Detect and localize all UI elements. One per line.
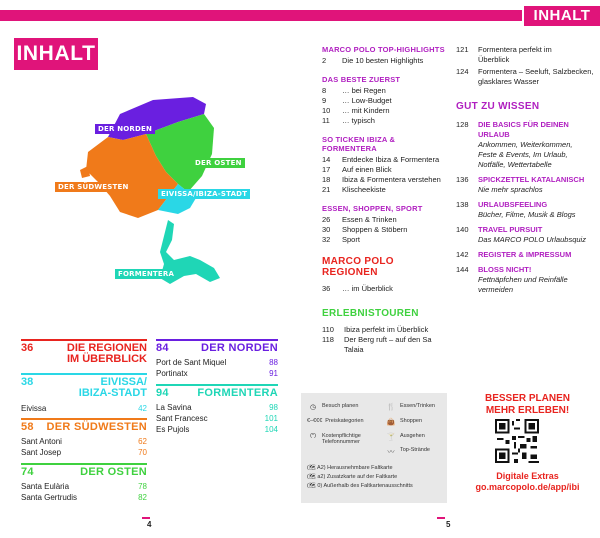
- toc-entry[interactable]: 18 Ibiza & Formentera verstehen: [322, 175, 441, 184]
- region-list-right: [156, 339, 278, 435]
- map-label-norden: DER NORDEN: [95, 124, 155, 134]
- qr-code[interactable]: [495, 419, 539, 463]
- region-suedwesten[interactable]: 58 DER SÜDWESTEN: [21, 421, 147, 433]
- toc-entry[interactable]: 128 DIE BASICS FÜR DEINEN URLAUB Ankommen, Weiterkommen, Feste & Events, Im Urlaub, Notfälle, Wettertabelle: [456, 120, 573, 169]
- list-item[interactable]: Sant Francesc 101: [156, 414, 278, 423]
- region-formentera[interactable]: 94 FORMENTERA: [156, 387, 278, 399]
- section-heading: GUT ZU WISSEN: [456, 101, 540, 112]
- toc-column-3: [456, 45, 596, 295]
- region-osten[interactable]: 74 DER OSTEN: [21, 466, 147, 478]
- section-heading: SO TICKEN IBIZA & FORMENTERA: [322, 135, 396, 153]
- toc-entry[interactable]: 142 REGISTER & IMPRESSUM: [456, 250, 572, 259]
- list-item[interactable]: Sant Antoni 62: [21, 437, 147, 446]
- list-item[interactable]: Santa Gertrudis 82: [21, 493, 147, 502]
- list-item[interactable]: La Savina 98: [156, 403, 278, 412]
- toc-entry[interactable]: 21 Klischeekiste: [322, 185, 386, 194]
- toc-column-2: [322, 45, 452, 355]
- toc-entry[interactable]: 110 Ibiza perfekt im Überblick: [322, 325, 429, 334]
- promo-footer: Digitale Extras go.marcopolo.de/app/ibi: [460, 471, 595, 493]
- toc-entry[interactable]: 9 … Low-Budget: [322, 96, 392, 105]
- toc-entry[interactable]: 11 … typisch: [322, 116, 375, 125]
- toc-entry[interactable]: 136 SPICKZETTEL KATALANISCH Nie mehr sprachlos: [456, 175, 585, 194]
- toc-entry[interactable]: 36 … im Überblick: [322, 284, 393, 293]
- toc-entry[interactable]: 118 Der Berg ruft – auf den Sa Talaia: [322, 335, 432, 354]
- toc-entry[interactable]: 138 URLAUBSFEELING Bücher, Filme, Musik & Blogs: [456, 200, 576, 219]
- toc-entry[interactable]: 121 Formentera perfekt im Überblick: [456, 45, 552, 64]
- map-label-formentera: FORMENTERA: [115, 269, 177, 279]
- region-eivissa[interactable]: 38 EIVISSA/ IBIZA-STADT: [21, 376, 147, 399]
- toc-entry[interactable]: 10 … mit Kindern: [322, 106, 390, 115]
- section-heading: ERLEBNISTOUREN: [322, 308, 419, 319]
- clock-icon: ◷: [309, 404, 317, 411]
- map-label-eivissa: EIVISSA/IBIZA-STADT: [158, 189, 250, 199]
- toc-entry[interactable]: 144 BLOSS NICHT! Fettnäpfchen und Reinfälle vermeiden: [456, 265, 568, 294]
- toc-entry[interactable]: 32 Sport: [322, 235, 360, 244]
- toc-entry[interactable]: 8 … bei Regen: [322, 86, 386, 95]
- header-title: INHALT: [524, 6, 600, 26]
- promo-url[interactable]: go.marcopolo.de/app/ibi: [475, 482, 580, 492]
- list-item[interactable]: Santa Eulària 78: [21, 482, 147, 491]
- legend-box: ◷ Besuch planen 🍴 Essen/Trinken €–€€€ Preiskategorien 👜 Shoppen (*) Kostenpflichtige Telefonnummer 🍸 Ausgehen 〰 Top-Strände (🗺 A2) Herausnehmbare Faltkarte (🗺 a2) Zusatzkarte auf der Faltkarte (🗺 0) Außerhalb des Faltkartenausschnitts: [301, 393, 447, 503]
- page-title: INHALT: [14, 38, 98, 70]
- list-item[interactable]: Es Pujols 104: [156, 425, 278, 434]
- shopping-bag-icon: 👜: [386, 419, 396, 426]
- list-item[interactable]: Portinatx 91: [156, 369, 278, 378]
- toc-entry[interactable]: 124 Formentera – Seeluft, Salzbecken, glasklares Wasser: [456, 67, 594, 86]
- section-heading: MARCO POLO TOP-HIGHLIGHTS: [322, 45, 445, 54]
- promo-heading: BESSER PLANEN MEHR ERLEBEN!: [484, 393, 570, 416]
- page-number-left: 4: [147, 520, 152, 529]
- toc-entry[interactable]: 30 Shoppen & Stöbern: [322, 225, 408, 234]
- section-heading: DAS BESTE ZUERST: [322, 75, 401, 84]
- section-heading: MARCO POLO REGIONEN: [322, 256, 394, 278]
- toc-entry[interactable]: 17 Auf einen Blick: [322, 165, 392, 174]
- region-norden[interactable]: 84 DER NORDEN: [156, 342, 278, 354]
- cutlery-icon: 🍴: [386, 404, 396, 411]
- map-label-osten: DER OSTEN: [192, 158, 245, 168]
- toc-entry[interactable]: 26 Essen & Trinken: [322, 215, 397, 224]
- region-list-left: [21, 339, 147, 503]
- page-number-right: 5: [446, 520, 451, 529]
- list-item[interactable]: Port de Sant Miquel 88: [156, 358, 278, 367]
- section-heading: ESSEN, SHOPPEN, SPORT: [322, 204, 423, 213]
- list-item[interactable]: Eivissa 42: [21, 404, 147, 413]
- toc-entry[interactable]: 14 Entdecke Ibiza & Formentera: [322, 155, 440, 164]
- beach-icon: 〰: [387, 449, 395, 456]
- region-ueberblick[interactable]: 36 DIE REGIONEN IM ÜBERBLICK: [21, 342, 147, 365]
- glass-icon: 🍸: [386, 434, 396, 441]
- map-label-suedwesten: DER SÜDWESTEN: [55, 182, 132, 192]
- toc-entry[interactable]: 2 Die 10 besten Highlights: [322, 56, 424, 65]
- list-item[interactable]: Sant Josep 70: [21, 448, 147, 457]
- header-bar: [0, 10, 522, 21]
- toc-entry[interactable]: 140 TRAVEL PURSUIT Das MARCO POLO Urlaubsquiz: [456, 225, 586, 244]
